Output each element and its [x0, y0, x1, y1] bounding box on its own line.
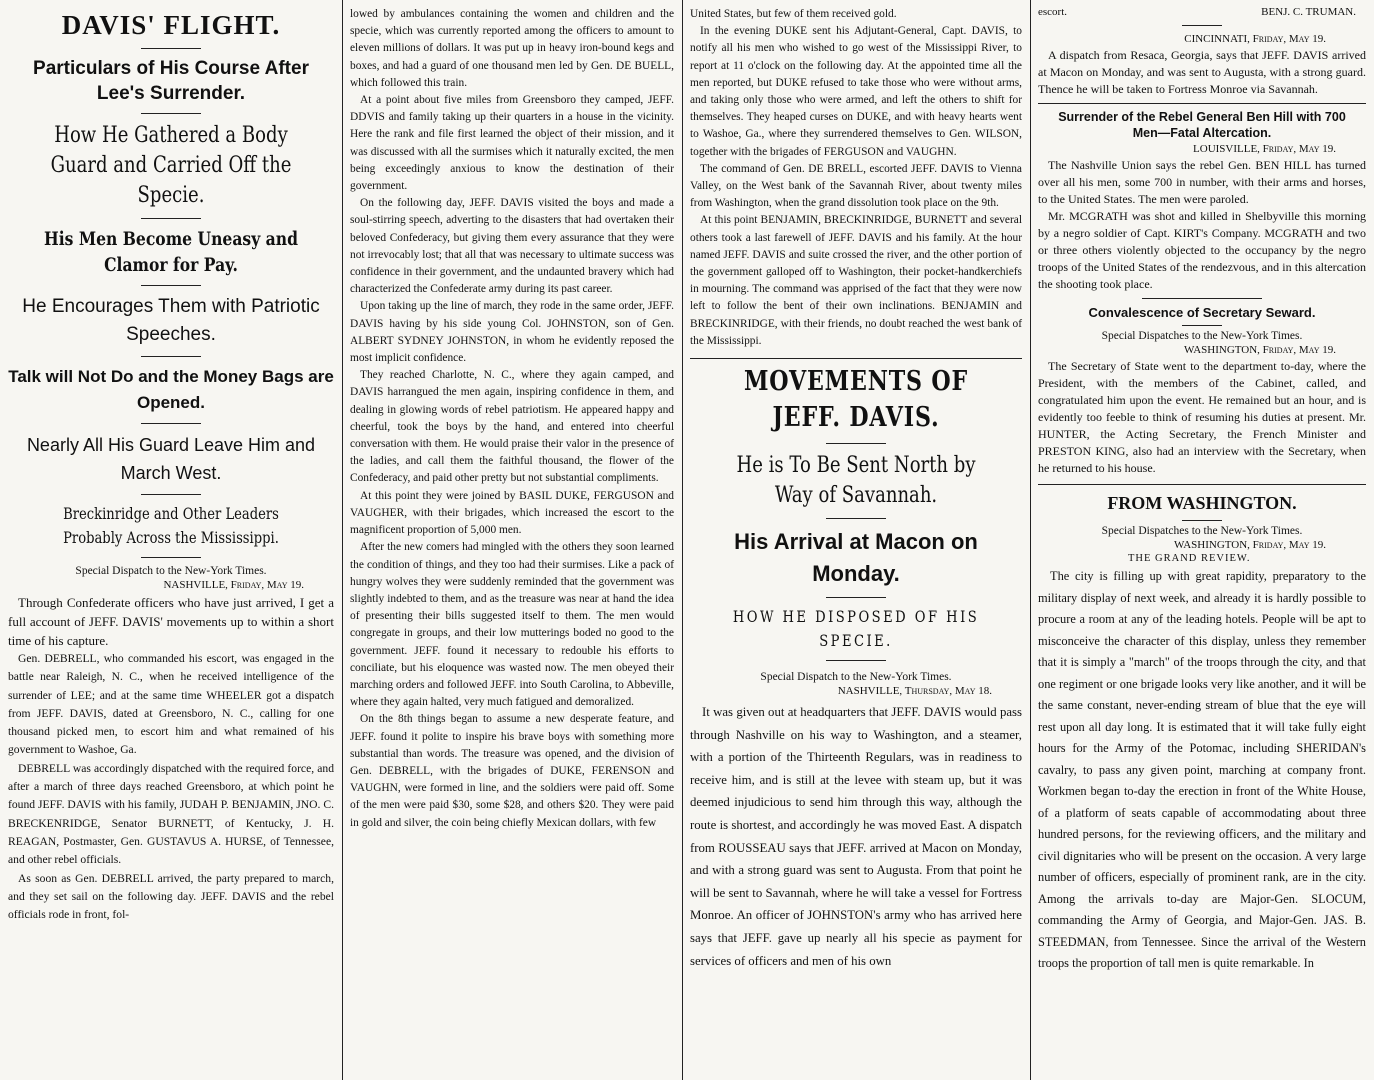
headline-ben-hill: Surrender of the Rebel General Ben Hill with 700 Men—Fatal Altercation.: [1058, 110, 1346, 140]
deck-3: HOW HE DISPOSED OF HIS SPECIE.: [732, 607, 980, 651]
dateline: NASHVILLE, Friday, May 19.: [163, 579, 304, 591]
dispatch-line: Special Dispatch to the New-York Times.: [75, 565, 267, 577]
paragraph: DEBRELL was accordingly dispatched with the required force, and after a march of three days reached Greensboro, at which point he found JEFF. DAVIS with his family, JUDAH P. BENJAMIN, JNO. C. BRECKENRIDGE, Senator BURNETT, of Kentucky, J. H. REAGAN, Postmaster, Gen. GUSTAVUS A. HURSE, of Tennessee, and other rebel officials.: [8, 761, 334, 867]
headline-davis-flight: DAVIS' FLIGHT.: [61, 10, 281, 40]
deck-6: Nearly All His Guard Leave Him and March West.: [26, 435, 316, 483]
divider: [1182, 325, 1222, 326]
paragraph: The Secretary of State went to the department to-day, where the President, with the members of the Cabinet, called, and congratulated him upon the event. He remained but an hour, and is evidently too feeble to think of resuming his duties at present. Mr. HUNTER, the Acting Secretary, the French Minister and PRESTON KING, also had an interview with the Secretary, when he returned to his house.: [1038, 359, 1366, 475]
signature-line: [1038, 6, 1366, 18]
deck-4: He Encourages Them with Patriotic Speeches.: [22, 296, 320, 345]
dateline: WASHINGTON, Friday, May 19.: [1184, 344, 1336, 356]
headline-from-washington: FROM WASHINGTON.: [1107, 493, 1297, 513]
divider: [141, 218, 201, 219]
continuation-text: escort.: [1038, 6, 1068, 18]
column-2: [342, 0, 682, 1080]
divider: [141, 423, 201, 424]
paragraph: Gen. DEBRELL, who commanded his escort, was engaged in the battle near Raleigh, N. C., when he received intelligence of the surrender of LEE; and at the same time WHEELER got a dispatch from JEFF. DAVIS, dated at Greensboro, N. C., calling for one thousand picked men, to escort him and what remained of his government to Washoe, Ga.: [8, 652, 334, 757]
headline-movements: MOVEMENTS OF JEFF. DAVIS.: [743, 366, 969, 434]
divider: [141, 356, 201, 357]
paragraph: In the evening DUKE sent his Adjutant-General, Capt. DAVIS, to notify all his men who wished to go west of the Mississippi River, to report at 11 o'clock on the following day. At the appointed time all the men reported, but DUKE refused to take those who were without arms, and taking only those who were armed, and left the others to shift for themselves. They heaped curses on DUKE, and with heavy hearts went to Washoe, Ga., where they surrendered themselves to Gen. WILSON, together with the brigades of FERGUSON and VAUGHN.: [690, 25, 1022, 158]
dateline: WASHINGTON, Friday, May 19.: [1174, 539, 1326, 551]
paragraph: On the 8th things began to assume a new desperate feature, and JEFF. found it polite to inspire his brave boys with something more substantial than words. The treasure was opened, and the division of Gen. DEBRELL, with the brigades of DUKE, FERENSON and VAUGHN, were formed in line, and the soldiers were paid off. Some of the men were paid $30, some $28, and others $20. They were paid in gold and silver, the coin being chiefly Mexican dollars, with few: [350, 713, 674, 829]
paragraph: Mr. MCGRATH was shot and killed in Shelbyville this morning by a negro soldier of Capt. KIRT's Company. MCGRATH and two or three others violently objected to the occupancy by the negro troops of the United States of the rendezvous, and in this altercation the shooting took place.: [1038, 209, 1366, 291]
paragraph: After the new comers had mingled with the others they soon learned the condition of things, and they too had their surmises. Like a pack of hungry wolves they were suddenly reminded that the government was slightly indebted to them, and as the treasure was near at hand the idea of presenting their bills suggested itself to them. The men would congregate in groups, and their low mutterings boded no good to the government. JEFF. found it necessary to redouble his efforts to conciliate, but his eloquence was wasted now. The men obeyed their marching orders and followed JEFF. into South Carolina, to Abbeville, where they again halted, very much fatigued and demoralized.: [350, 541, 674, 709]
headline-seward: Convalescence of Secretary Seward.: [1088, 305, 1316, 320]
divider: [141, 113, 201, 114]
paragraph: At this point they were joined by BASIL DUKE, FERGUSON and VAUGHER, with their brigades, which increased the escort to the magnificent proportion of 5,000 men.: [350, 489, 674, 537]
dateline: CINCINNATI, Friday, May 19.: [1184, 33, 1326, 45]
dispatch-line: Special Dispatches to the New-York Times.: [1101, 330, 1303, 342]
divider: [1182, 520, 1222, 521]
signature: BENJ. C. TRUMAN.: [1261, 6, 1356, 18]
deck-2: How He Gathered a Body Guard and Carried Off the Specie.: [50, 123, 292, 208]
divider: [1038, 484, 1366, 485]
paragraph: A dispatch from Resaca, Georgia, says that JEFF. DAVIS arrived at Macon on Monday, and was sent to Augusta, with a strong guard. Thence he will be taken to Fortress Monroe via Savannah.: [1038, 48, 1366, 96]
divider: [826, 518, 886, 519]
paragraph: On the following day, JEFF. DAVIS visited the boys and made a soul-stirring speech, adverting to the disasters that had overtaken their beloved Confederacy, but giving them every assurance that they were not irrevocably lost; that all that was necessary to ultimate success was confidence in their government, and the undaunted bravery which had characterized the Confederate army during its past career.: [350, 197, 674, 296]
dispatch-line: Special Dispatch to the New-York Times.: [760, 671, 952, 684]
paragraph: The Nashville Union says the rebel Gen. BEN HILL has turned over all his men, some 700 in number, with their arms and horses, to the United States. The men were paroled.: [1038, 158, 1366, 206]
divider: [141, 557, 201, 558]
paragraph: The city is filling up with great rapidity, preparatory to the military display of next week, and already it is hardly possible to procure a room at any of the leading hotels. People will be apt to misconceive the character of this display, unless they remember that it is simply a "march" of the troops through the city, and that one regiment or one brigade looks very like another, and it will be the same constant, never-ending stream of blue that the eye will rest upon all day long. It is estimated that it will take fully eight hours for the Army of the Potomac, including SHERIDAN's cavalry, to pass any given point, marching at company front. Workmen began to-day the erection in front of the White House, of a platform of seats capable of accommodating about three hundred persons, for the reviewing officers, and the military and civil dignitaries who will be present on the occasion. A very large number of officers, especially of prominent rank, are in the city. Among the arrivals to-day are Major-Gen. SLOCUM, commanding the Army of Georgia, and Major-Gen. JAS. B. STEEDMAN, from Tennessee. Since the arrival of the Western troops the proportion of tall men is quite remarkable. In: [1038, 569, 1366, 970]
divider: [1038, 103, 1366, 104]
dateline: NASHVILLE, Thursday, May 18.: [837, 685, 992, 698]
divider: [826, 660, 886, 661]
divider: [141, 494, 201, 495]
deck-7: Breckinridge and Other Leaders Probably Across the Mississippi.: [63, 504, 279, 547]
divider: [141, 48, 201, 49]
divider: [826, 597, 886, 598]
deck-3: His Men Become Uneasy and Clamor for Pay.: [43, 228, 299, 276]
divider: [690, 358, 1022, 359]
dateline: LOUISVILLE, Friday, May 19.: [1193, 143, 1336, 155]
divider: [826, 443, 886, 444]
deck-2: His Arrival at Macon on Monday.: [734, 529, 978, 587]
divider: [1142, 298, 1262, 299]
divider: [1182, 25, 1222, 26]
paragraph: It was given out at headquarters that JEFF. DAVIS would pass through Nashville on his way to Washington, and a steamer, with a portion of the Thirteenth Regulars, was in readiness to receive him, and is still at the levee with steam up, but it was deemed injudicious to send him through this way, although the route is shortest, and accordingly he was moved East. A dispatch from ROUSSEAU says that JEFF. arrived at Macon on Monday, and with a strong guard was sent to Augusta. From that point he will be sent to Savannah, where he will take a vessel for Fortress Monroe. An officer of JOHNSTON's army who has arrived here says that JEFF. gave up nearly all his specie as payment for services of officers and men of his own: [690, 705, 1022, 968]
dispatch-line: Special Dispatches to the New-York Times.: [1101, 525, 1303, 537]
paragraph: At a point about five miles from Greensboro they camped, JEFF. DDVIS and family taking up their quarters in a house in the vicinity. Here the rank and file first learned the object of their mission, and it was discussed with all the surmises which it naturally excited, the men being exceedingly anxious to know the destination of their government.: [350, 94, 674, 193]
deck-1: He is To Be Sent North by Way of Savannah.: [736, 453, 976, 509]
column-4: [1030, 0, 1374, 1080]
deck-5: Talk will Not Do and the Money Bags are Opened.: [8, 367, 334, 412]
paragraph: They reached Charlotte, N. C., where they again camped, and DAVIS harrangued the men again, inspiring confidence in them, and dealing in glowing words of rebel patriotism. He appeared happy and cheerful, took the boys by the hand, and entered into cheerful conversation with them. He would praise their valor in the presence of the ladies, and call them the faithful thousand, the flower of the Confederacy, and paid other pretty but not substantial compliments.: [350, 369, 674, 485]
divider: [141, 285, 201, 286]
paragraph: Upon taking up the line of march, they rode in the same order, JEFF. DAVIS having by his side young Col. JOHNSTON, son of Gen. ALBERT SYDNEY JOHNSTON, in whom he evidently reposed the most implicit confidence.: [350, 300, 674, 365]
paragraph: Through Confederate officers who have just arrived, I get a full account of JEFF. DAVIS' movements up to within a short time of his capture.: [8, 595, 334, 648]
paragraph: United States, but few of them received gold.: [690, 8, 897, 20]
column-3: [682, 0, 1030, 1080]
column-1: [0, 0, 342, 1080]
deck-1: Particulars of His Course After Lee's Surrender.: [33, 58, 309, 104]
paragraph: As soon as Gen. DEBRELL arrived, the party prepared to march, and they set sail on the following day. JEFF. DAVIS and the rebel officials rode in front, fol-: [8, 871, 334, 922]
paragraph: The command of Gen. DE BRELL, escorted JEFF. DAVIS to Vienna Valley, on the West bank of the Savannah River, about twenty miles from Washington, when the grand dissolution took place on the 9th.: [690, 162, 1022, 210]
paragraph: At this point BENJAMIN, BRECKINRIDGE, BURNETT and several others took a last farewell of JEFF. DAVIS and his family. At the hour named JEFF. DAVIS and suite crossed the river, and the other portion of the government galloped off to Washington, their pocket-handkerchiefs in mourning. The command was apprised of the fact that they were now left to follow the bent of their own inclinations. BENJAMIN and BRECKINRIDGE, with their friends, no doubt reached the west bank of the Mississippi.: [690, 214, 1022, 347]
subheadline-grand-review: THE GRAND REVIEW.: [1128, 553, 1251, 564]
paragraph: lowed by ambulances containing the women and children and the specie, which was currently reported among the officers to amount to eleven millions of dollars. It was put up in heavy iron-bound kegs and boxes, and had a guard of one thousand men led by Gen. DE BUELL, which followed this train.: [350, 8, 674, 89]
